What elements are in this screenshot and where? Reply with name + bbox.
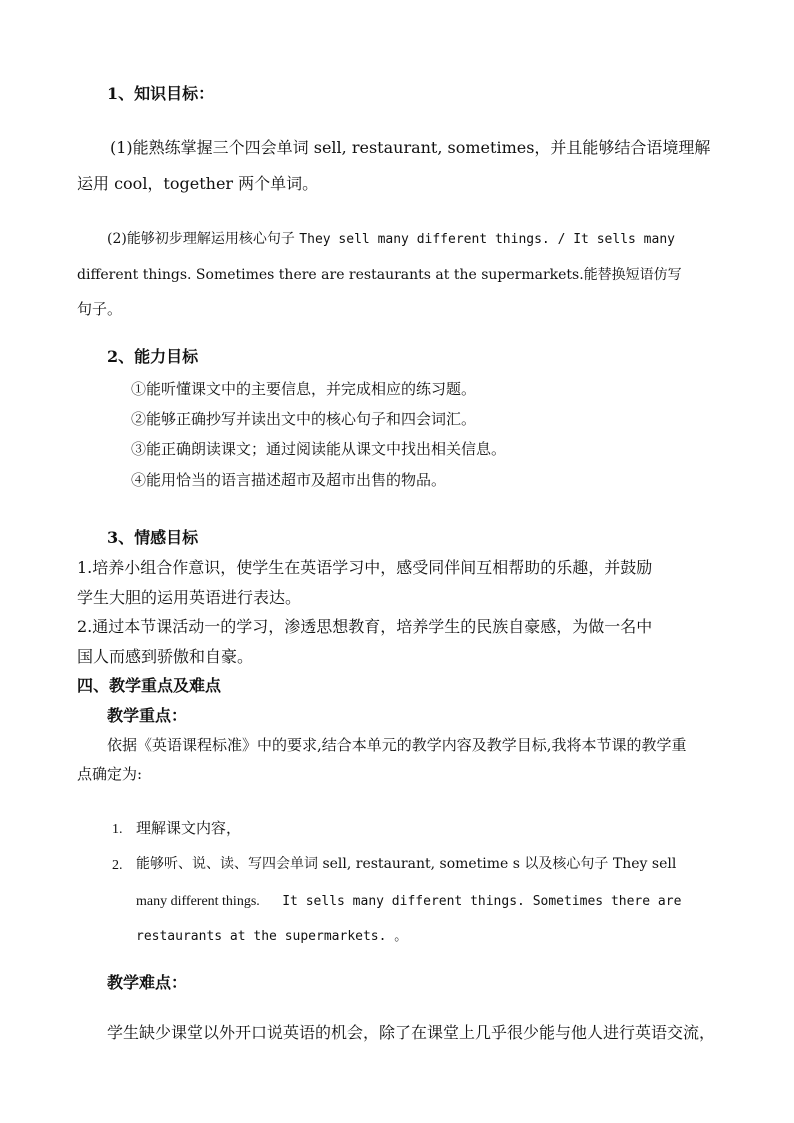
list-item-2-line2 [136, 894, 681, 909]
difficulties-para-line1: 学生缺少课堂以外开口说英语的机会，除了在课堂上几乎很少能与他人进行英语交流， [107, 1023, 716, 1042]
ability-item-1: ①能听懂课文中的主要信息，并完成相应的练习题。 [131, 380, 477, 398]
list-number: 1. [112, 822, 123, 837]
knowledge-item2-line1 [107, 232, 675, 246]
knowledge-item1-line2: 运用 cool，together 两个单词。 [77, 174, 319, 193]
list-item-2-line1: 能够听、说、读、写四会单词 sell, restaurant, sometime s 以及核心句子 They sell [136, 856, 677, 872]
key-points-para-line1: 依据《英语课程标准》中的要求,结合本单元的教学内容及教学目标,我将本节课的教学重 [107, 736, 687, 754]
heading-ability-goals: 2、能力目标 [107, 347, 199, 366]
emotion-p2-line2: 国人而感到骄傲和自豪。 [77, 647, 254, 666]
ability-item-2: ②能够正确抄写并读出文中的核心句子和四会词汇。 [131, 410, 477, 428]
knowledge-item2-line2-en: different things. Sometimes there are restaurants at the supermarkets. [77, 267, 584, 283]
heading-knowledge-goals: 1、知识目标： [107, 84, 215, 103]
list-number: 2. [112, 858, 123, 873]
subheading-key-points: 教学重点： [107, 706, 188, 725]
list-item-2-line3: restaurants at the supermarkets. 。 [136, 929, 408, 944]
heading-key-points: 四、教学重点及难点 [77, 676, 222, 695]
heading-emotion-goals: 3、情感目标 [107, 528, 199, 547]
ability-item-4: ④能用恰当的语言描述超市及超市出售的物品。 [131, 471, 447, 489]
list-item-1: 理解课文内容， [136, 819, 242, 837]
list-item-2-line2-a: many different things. [136, 894, 260, 909]
subheading-difficulties: 教学难点： [107, 973, 188, 992]
knowledge-item2-line3: 句子。 [77, 300, 123, 318]
knowledge-item2-prefix: (2)能够初步理解运用核心句子 [107, 231, 295, 247]
emotion-p1-line1: 1.培养小组合作意识，使学生在英语学习中，感受同伴间互相帮助的乐趣，并鼓励 [77, 558, 653, 577]
ability-item-3: ③能正确朗读课文；通过阅读能从课文中找出相关信息。 [131, 440, 507, 458]
list-item-2-line2-b: It sells many different things. Sometimes there are [282, 894, 682, 909]
key-points-para-line2: 点确定为: [77, 765, 143, 783]
emotion-p2-line1: 2.通过本节课活动一的学习，渗透思想教育，培养学生的民族自豪感，为做一名中 [77, 617, 653, 636]
emotion-p1-line2: 学生大胆的运用英语进行表达。 [77, 588, 302, 607]
knowledge-item1-line1: (1)能熟练掌握三个四会单词 sell, restaurant, sometimes，并且能够结合语境理解 [110, 138, 711, 157]
knowledge-item2-line2-cn: 能替换短语仿写 [583, 267, 682, 283]
knowledge-item2-line2 [77, 268, 682, 282]
knowledge-item2-sentence: They sell many different things. / It sells many [299, 232, 675, 247]
